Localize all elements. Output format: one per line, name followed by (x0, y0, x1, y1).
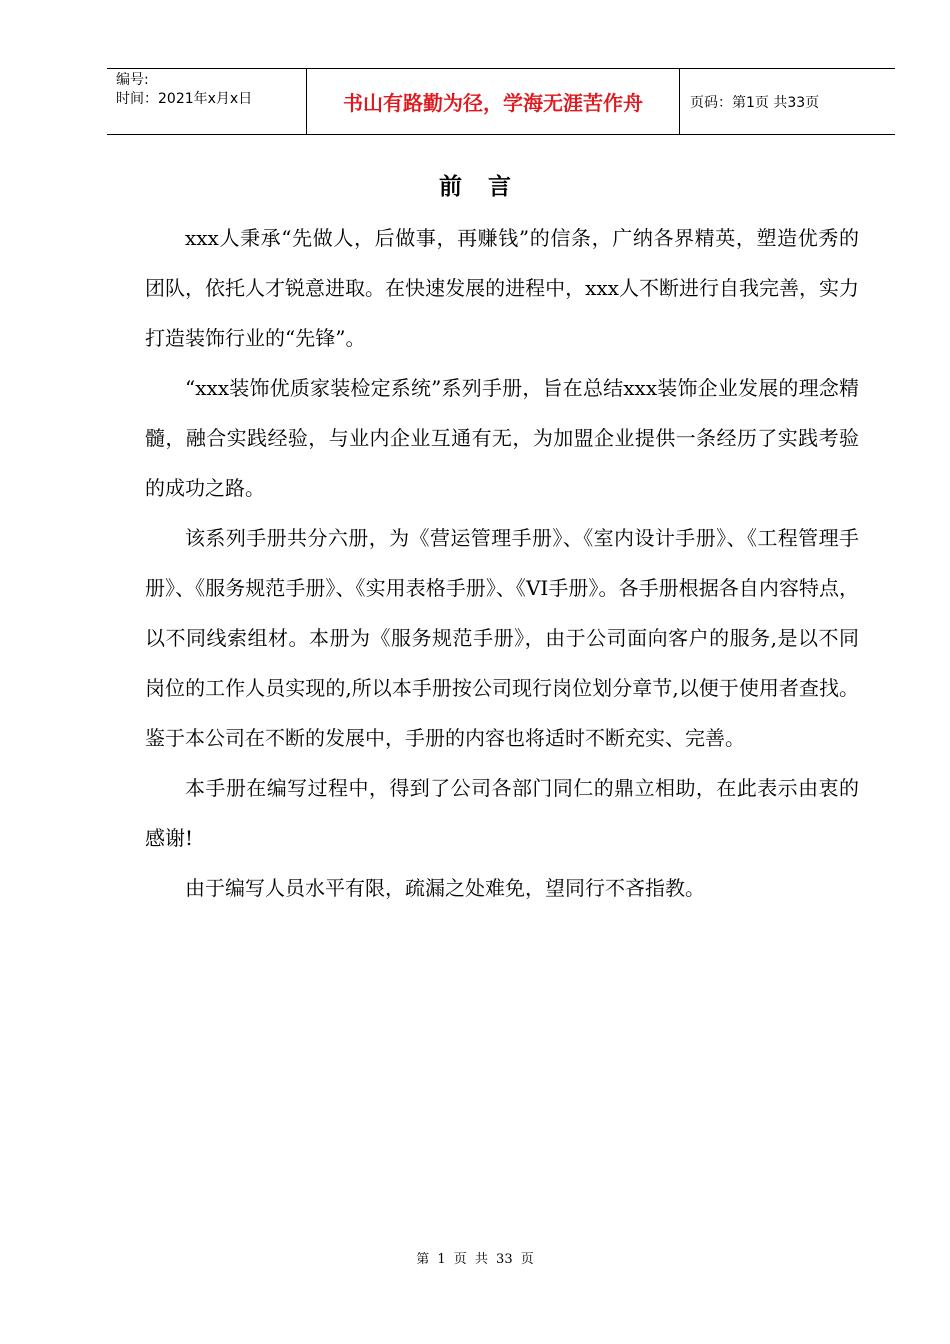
document-header (107, 68, 895, 135)
paragraph: 该系列手册共分六册，为《营运管理手册》、《室内设计手册》、《工程管理手册》、《服务规范手册》、《实用表格手册》、《VI手册》。各手册根据各自内容特点，以不同线索组材。本册为《服务规范手册》，由于公司面向客户的服务,是以不同岗位的工作人员实现的,所以本手册按公司现行岗位划分章节,以便于使用者查找。鉴于本公司在不断的发展中，手册的内容也将适时不断充实、完善。 (145, 526, 859, 750)
preface-body (145, 213, 859, 913)
paragraph: xxx人秉承“先做人，后做事，再赚钱”的信条，广纳各界精英，塑造优秀的团队，依托人才锐意进取。在快速发展的进程中，xxx人不断进行自我完善，实力打造装饰行业的“先锋”。 (145, 226, 859, 350)
paragraph: 本手册在编写过程中，得到了公司各部门同仁的鼎立相助，在此表示由衷的感谢! (145, 776, 859, 850)
header-motto: 书山有路勤为径，学海无涯苦作舟 (307, 69, 680, 134)
page-title: 前言 (439, 173, 537, 200)
page-footer: 第 1 页 共 33 页 (416, 1252, 534, 1267)
header-page-info: 页码：第1页 共33页 (690, 94, 820, 111)
header-meta (107, 69, 307, 134)
time-label: 时间：2021年x月x日 (116, 91, 253, 107)
number-label: 编号: (116, 72, 149, 88)
paragraph: 由于编写人员水平有限，疏漏之处难免，望同行不吝指教。 (185, 876, 705, 900)
paragraph: “xxx装饰优质家装检定系统”系列手册，旨在总结xxx装饰企业发展的理念精髓，融合实践经验，与业内企业互通有无，为加盟企业提供一条经历了实践考验的成功之路。 (145, 376, 859, 500)
